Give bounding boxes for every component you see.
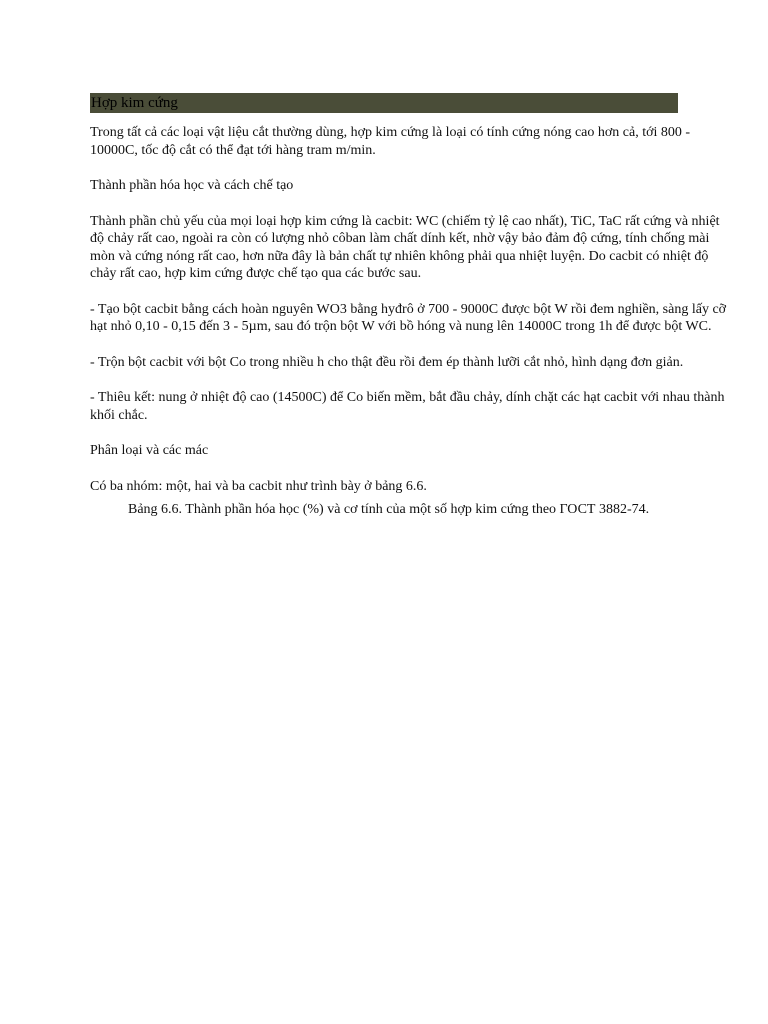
subheading-composition: Thành phần hóa học và cách chế tạo xyxy=(90,178,294,193)
section-heading: Hợp kim cứng xyxy=(91,95,178,111)
section-heading-bar xyxy=(90,93,678,113)
document-page xyxy=(90,93,730,519)
composition-paragraph: Thành phần chủ yếu của mọi loại hợp kim cứng là cacbit: WC (chiếm tỷ lệ cao nhất), TiC, TaC rất cứng và nhiệt độ chảy rất cao, ngoài ra còn có lượng nhỏ côban làm chất dính kết, nhờ vậy bảo đảm độ cứng, tính chống mài mòn và cứng nóng rất cao, hơn nữa đây là bản chất tự nhiên không phải qua nhiệt luyện. Do cacbit có nhiệt độ chảy rất cao, hợp kim cứng được chế tạo qua các bước sau. xyxy=(90,213,720,281)
step-sintering-paragraph: - Thiêu kết: nung ở nhiệt độ cao (14500C) để Co biến mềm, bắt đầu chảy, dính chặt các hạt cacbit với nhau thành khối chắc. xyxy=(90,390,725,423)
subheading-classification: Phân loại và các mác xyxy=(90,443,209,458)
table-caption: Bảng 6.6. Thành phần hóa học (%) và cơ tính của một số hợp kim cứng theo ГОСТ 3882-74. xyxy=(128,502,650,517)
groups-paragraph: Có ba nhóm: một, hai và ba cacbit như trình bày ở bảng 6.6. xyxy=(90,478,427,494)
step-powder-paragraph: - Tạo bột cacbit bằng cách hoàn nguyên WO3 bằng hyđrô ở 700 - 9000C được bột W rồi đem nghiền, sàng lấy cỡ hạt nhỏ 0,10 - 0,15 đến 3 - 5µm, sau đó trộn bột W với bồ hóng và nung lên 14000C trong 1h để được bột WC. xyxy=(90,301,727,334)
intro-paragraph: Trong tất cả các loại vật liệu cắt thường dùng, hợp kim cứng là loại có tính cứng nóng cao hơn cả, tới 800 - 10000C, tốc độ cắt có thể đạt tới hàng tram m/min. xyxy=(90,125,691,158)
step-mixing-paragraph: - Trộn bột cacbit với bột Co trong nhiều h cho thật đều rồi đem ép thành lưỡi cắt nhỏ, hình dạng đơn giản. xyxy=(90,354,684,370)
